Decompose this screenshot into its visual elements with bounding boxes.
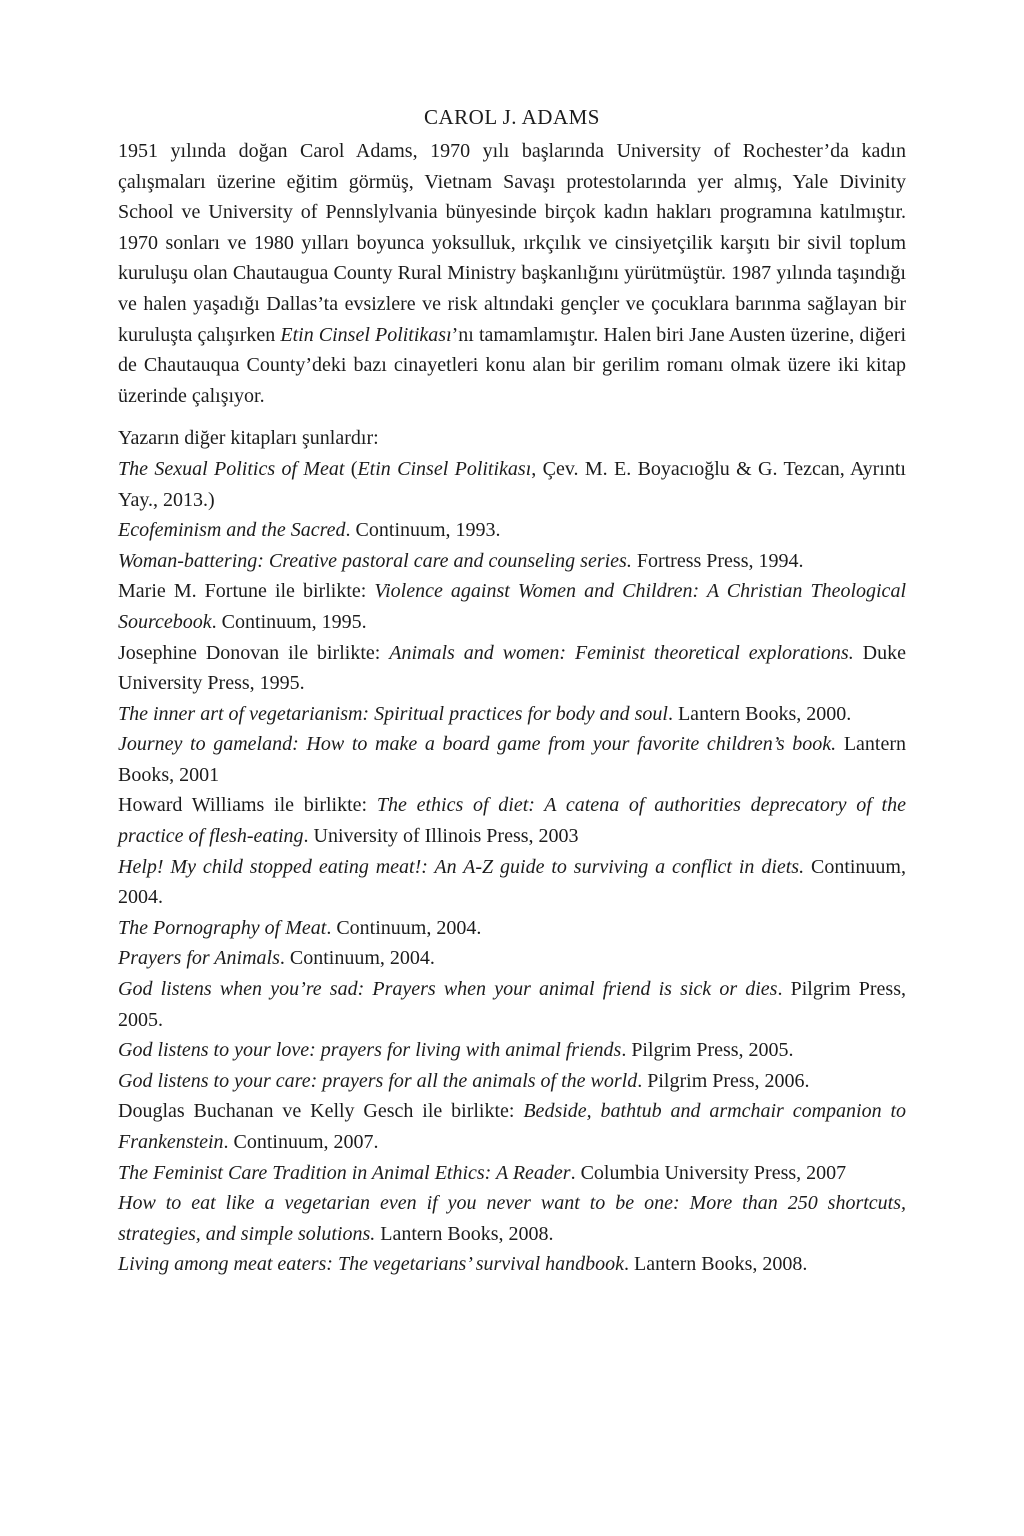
book-title: The Sexual Politics of Meat — [118, 457, 345, 480]
list-item — [118, 729, 906, 790]
book-publication: ( — [344, 457, 358, 480]
list-item — [118, 1188, 906, 1249]
book-publication: . Pilgrim Press, 2005. — [118, 978, 906, 1031]
author-biography — [118, 136, 906, 411]
book-title: How to eat like a vegetarian even if you never want to be one: More than 250 shortcuts, strategies, and simple solutions. — [118, 1192, 906, 1245]
book-contributor: Howard Williams ile birlikte: — [118, 794, 377, 817]
book-publication: . Continuum, 2004. — [279, 947, 435, 970]
book-title: Ecofeminism and the Sacred — [118, 519, 346, 542]
page-title: CAROL J. ADAMS — [423, 105, 600, 129]
book-title: Bedside, bathtub and armchair companion to Frankenstein — [118, 1100, 906, 1153]
book-publication: . Continuum, 2004. — [326, 916, 482, 939]
book-page — [118, 102, 906, 1280]
book-title: God listens when you’re sad: Prayers when your animal friend is sick or dies — [118, 978, 778, 1001]
list-item — [118, 790, 906, 851]
book-title: The Feminist Care Tradition in Animal Ethics: A Reader — [118, 1161, 571, 1184]
book-contributor: Josephine Donovan ile birlikte: — [118, 641, 390, 664]
list-item — [118, 1249, 906, 1280]
list-item — [118, 699, 906, 730]
book-translation-title: Etin Cinsel Politikası — [357, 457, 532, 480]
bio-text-part-2: ’nı tamamlamıştır. Halen biri Jane Austen üzerine, diğeri de Chautauqua County’deki bazı cinayetleri konu alan bir gerilim romanı olmak üzere iki kitap üzerinde çalışıyor. — [118, 323, 906, 407]
books-intro: Yazarın diğer kitapları şunlardır: — [118, 427, 379, 450]
book-publication: Continuum, 2004. — [118, 855, 906, 909]
book-title: Prayers for Animals — [118, 947, 280, 970]
book-publication: Lantern Books, 2001 — [118, 733, 907, 786]
book-title: The ethics of diet: A catena of authorities deprecatory of the practice of flesh-eating — [118, 794, 906, 848]
book-title: God listens to your care: prayers for all the animals of the world — [118, 1069, 638, 1092]
book-contributor: Douglas Buchanan ve Kelly Gesch ile birlikte: — [118, 1100, 524, 1123]
list-item — [118, 515, 906, 546]
list-item — [118, 913, 906, 944]
book-title: The Pornography of Meat — [118, 916, 327, 939]
book-publication: . Pilgrim Press, 2006. — [637, 1069, 810, 1092]
list-item — [118, 638, 906, 699]
list-item — [118, 943, 906, 974]
book-list — [118, 454, 906, 1280]
book-publication: Fortress Press, 1994. — [631, 549, 804, 572]
list-item — [118, 1035, 906, 1066]
list-item — [118, 546, 906, 577]
book-title: Woman-battering: Creative pastoral care and counseling series. — [118, 549, 632, 572]
book-publication: . Columbia University Press, 2007 — [570, 1161, 847, 1184]
book-publication: . Continuum, 1993. — [345, 519, 501, 542]
list-item — [118, 1158, 906, 1189]
bio-text-part-1: 1951 yılında doğan Carol Adams, 1970 yılı başlarında University of Rochester’da kadın çalışmaları üzerine eğitim görmüş, Vietnam Savaşı protestolarında yer almış, Yale Divinity School ve University of Pennslylvania bünyesinde birçok kadın hakları programına katılmıştır. 1970 sonları ve 1980 yılları boyunca yoksulluk, ırkçılık ve cinsiyetçilik karşıtı bir sivil toplum kuruluşu olan Chautaugua County Rural Ministry başkanlığını yürütmüştür. 1987 yılında taşındığı ve halen yaşadığı Dallas’ta evsizlere ve risk altındaki gençler ve çocuklara barınma sağlayan bir kuruluşta çalışırken — [118, 140, 906, 346]
list-item — [118, 454, 906, 515]
book-publication: . Pilgrim Press, 2005. — [621, 1039, 794, 1062]
book-title: God listens to your love: prayers for living with animal friends — [118, 1039, 622, 1062]
book-publication: . Lantern Books, 2000. — [667, 702, 852, 725]
list-item — [118, 1096, 906, 1157]
book-title: Help! My child stopped eating meat!: An A-Z guide to surviving a conflict in diets. — [118, 855, 805, 878]
list-item — [118, 576, 906, 637]
book-contributor: Marie M. Fortune ile birlikte: — [118, 580, 375, 603]
book-publication: . University of Illinois Press, 2003 — [303, 825, 579, 848]
book-title: The inner art of vegetarianism: Spiritual practices for body and soul — [118, 702, 668, 725]
book-translation-publication: , Çev. M. E. Boyacıoğlu & G. Tezcan, Ayrıntı Yay., 2013.) — [118, 457, 906, 511]
book-publication: Duke University Press, 1995. — [118, 641, 906, 695]
list-item — [118, 1066, 906, 1097]
book-publication: . Continuum, 2007. — [223, 1131, 379, 1153]
list-item — [118, 852, 906, 913]
book-title: Animals and women: Feminist theoretical explorations. — [389, 641, 854, 664]
bio-book-title: Etin Cinsel Politikası — [280, 323, 452, 346]
book-title: Violence against Women and Children: A Christian Theological Sourcebook — [118, 580, 906, 633]
book-title: Living among meat eaters: The vegetarians’ survival handbook — [118, 1253, 625, 1276]
book-publication: Lantern Books, 2008. — [375, 1222, 554, 1245]
book-publication: . Lantern Books, 2008. — [624, 1253, 808, 1276]
list-item — [118, 974, 906, 1035]
book-title: Journey to gameland: How to make a board game from your favorite children’s book. — [118, 733, 837, 756]
book-publication: . Continuum, 1995. — [211, 610, 367, 633]
